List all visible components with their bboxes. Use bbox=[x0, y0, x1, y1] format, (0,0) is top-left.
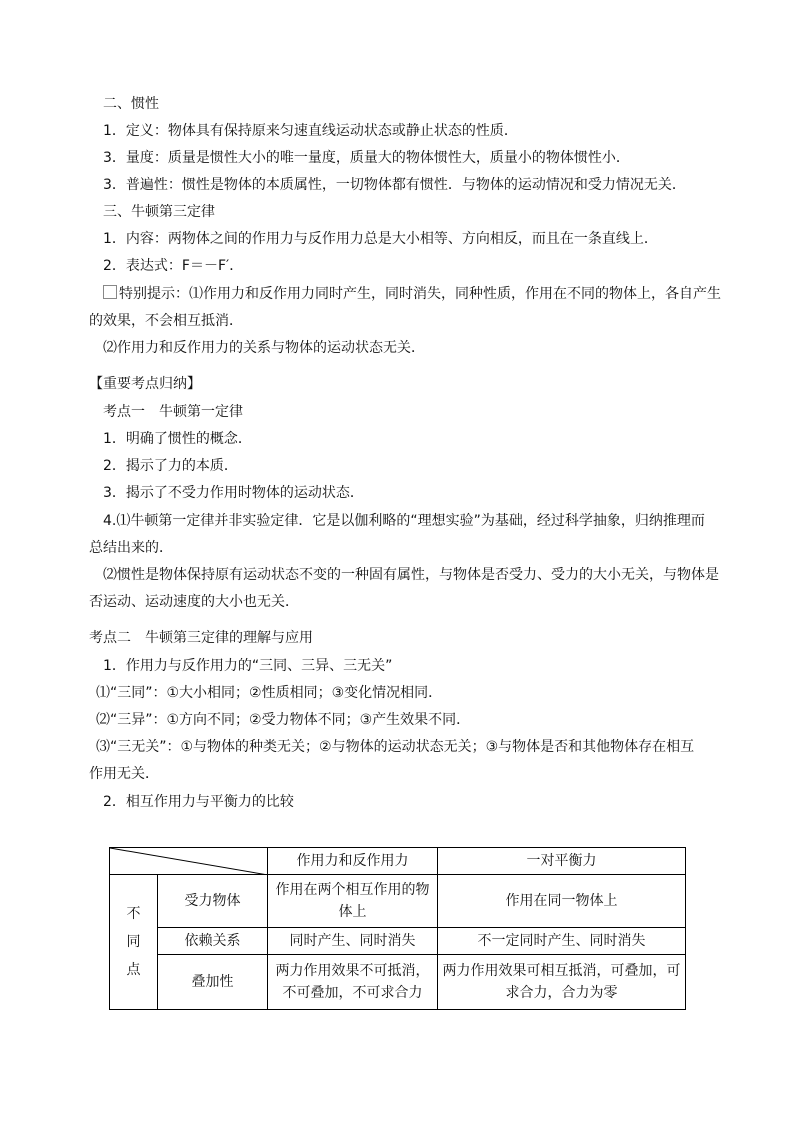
text-line: ⑶“三无关”：①与物体的种类无关；②与物体的运动状态无关；③与物体是否和其他物体存在相互 bbox=[96, 739, 695, 755]
table-row bbox=[110, 955, 686, 1010]
subheading-point-one: 考点一 牛顿第一定律 bbox=[103, 404, 243, 420]
table-row bbox=[110, 875, 686, 928]
table-cell: 不一定同时产生、同时消失 bbox=[438, 928, 686, 955]
section-heading-key-points: 【重要考点归纳】 bbox=[89, 376, 201, 392]
text-line: ⑴“三同”：①大小相同；②性质相同；③变化情况相同． bbox=[96, 685, 443, 701]
row-label: 叠加性 bbox=[158, 955, 268, 1010]
text-line: 3．揭示了不受力作用时物体的运动状态． bbox=[103, 485, 364, 501]
table-cell: 作用在两个相互作用的物体上 bbox=[268, 875, 438, 928]
diagonal-header-cell bbox=[110, 848, 268, 875]
text-line: 2．表达式：F＝－F′． bbox=[103, 258, 244, 274]
text-line: 1．定义：物体具有保持原来匀速直线运动状态或静止状态的性质． bbox=[103, 123, 518, 139]
section-heading-third-law: 三、牛顿第三定律 bbox=[103, 204, 215, 220]
text-line: 3．普遍性：惯性是物体的本质属性，一切物体都有惯性．与物体的运动情况和受力情况无关． bbox=[103, 177, 686, 193]
special-note-text: 特别提示：⑴作用力和反作用力同时产生，同时消失，同种性质，作用在不同的物体上，各自产生 bbox=[119, 286, 721, 302]
text-line: 3．量度：质量是惯性大小的唯一量度，质量大的物体惯性大，质量小的物体惯性小． bbox=[103, 150, 630, 166]
section-heading-inertia: 二、惯性 bbox=[103, 96, 159, 112]
comparison-table bbox=[109, 847, 686, 1010]
text-line: 4.⑴牛顿第一定律并非实验定律．它是以伽利略的“理想实验”为基础，经过科学抽象，归纳推理而 bbox=[103, 513, 705, 529]
text-line: 1．作用力与反作用力的“三同、三异、三无关” bbox=[103, 658, 393, 674]
column-header: 一对平衡力 bbox=[438, 848, 686, 875]
row-label: 受力物体 bbox=[158, 875, 268, 928]
text-line: 作用无关． bbox=[89, 766, 159, 782]
text-line: ⑵作用力和反作用力的关系与物体的运动状态无关． bbox=[103, 340, 425, 356]
column-header: 作用力和反作用力 bbox=[268, 848, 438, 875]
row-label: 依赖关系 bbox=[158, 928, 268, 955]
text-line: 的效果，不会相互抵消． bbox=[89, 313, 243, 329]
diagonal-line bbox=[110, 848, 268, 875]
text-line: ⑵“三异”：①方向不同；②受力物体不同；③产生效果不同． bbox=[96, 712, 471, 728]
text-line: 总结出来的． bbox=[89, 540, 173, 556]
text-line: 1．明确了惯性的概念． bbox=[103, 431, 252, 447]
text-line: 2．相互作用力与平衡力的比较 bbox=[103, 794, 294, 810]
special-note-line bbox=[103, 285, 721, 303]
text-line: 2．揭示了力的本质． bbox=[103, 458, 238, 474]
table-cell: 两力作用效果不可抵消，不可叠加，不可求合力 bbox=[268, 955, 438, 1010]
text-line: 否运动、运动速度的大小也无关． bbox=[89, 594, 299, 610]
subheading-point-two: 考点二 牛顿第三定律的理解与应用 bbox=[89, 630, 313, 646]
table-header-row bbox=[110, 848, 686, 875]
group-label: 不同点 bbox=[126, 906, 141, 978]
table-cell: 作用在同一物体上 bbox=[438, 875, 686, 928]
table-row bbox=[110, 928, 686, 955]
note-marker-icon bbox=[103, 285, 117, 299]
table-cell: 两力作用效果可相互抵消，可叠加，可求合力，合力为零 bbox=[438, 955, 686, 1010]
text-line: 1．内容：两物体之间的作用力与反作用力总是大小相等、方向相反，而且在一条直线上． bbox=[103, 231, 658, 247]
text-line: ⑵惯性是物体保持原有运动状态不变的一种固有属性，与物体是否受力、受力的大小无关，与物体是 bbox=[103, 567, 719, 583]
group-label-cell bbox=[110, 875, 158, 1010]
table-cell: 同时产生、同时消失 bbox=[268, 928, 438, 955]
